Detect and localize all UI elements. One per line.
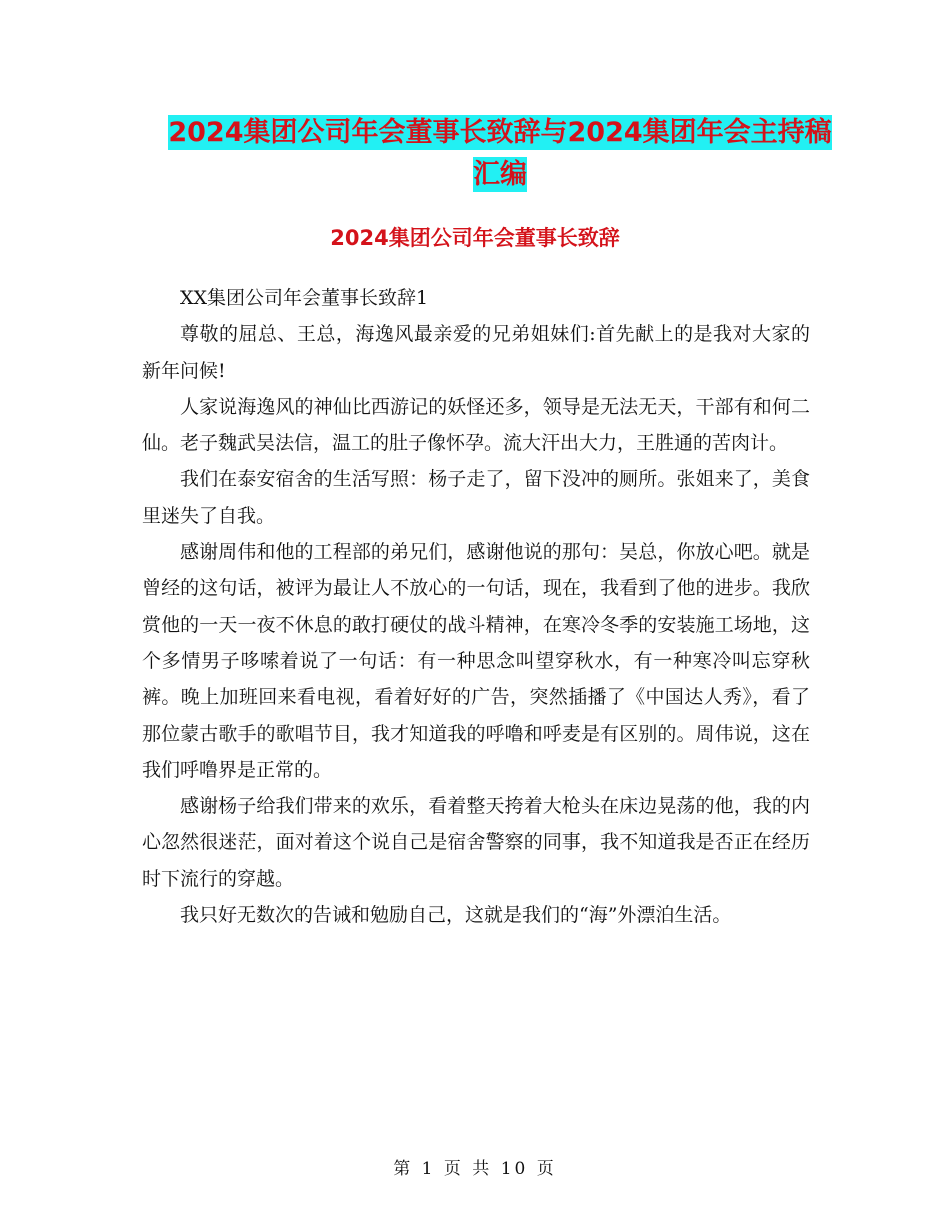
title-line-2: 汇编: [473, 159, 527, 190]
paragraph: 感谢杨子给我们带来的欢乐，看着整天挎着大枪头在床边晃荡的他，我的内心忽然很迷茫，面对着这个说自己是宿舍警察的同事，我不知道我是否正在经历时下流行的穿越。: [142, 795, 810, 890]
title-line-1: 2024集团公司年会董事长致辞与2024集团年会主持稿: [168, 117, 832, 148]
document-title: [150, 112, 850, 196]
document-body: [142, 280, 810, 933]
paragraph: 我只好无数次的告诫和勉励自己，这就是我们的“海”外漂泊生活。: [180, 904, 732, 927]
paragraph: 人家说海逸风的神仙比西游记的妖怪还多，领导是无法无天，干部有和何二仙。老子魏武吴法信，温工的肚子像怀孕。流大汗出大力，王胜通的苦肉计。: [142, 395, 810, 455]
paragraph: 感谢周伟和他的工程部的弟兄们，感谢他说的那句：吴总，你放心吧。就是曾经的这句话，被评为最让人不放心的一句话，现在，我看到了他的进步。我欣赏他的一天一夜不休息的敢打硬仗的战斗精神，在寒冷冬季的安装施工场地，这个多情男子哆嗦着说了一句话：有一种思念叫望穿秋水，有一种寒冷叫忘穿秋裤。晚上加班回来看电视，看着好好的广告，突然插播了《中国达人秀》，看了那位蒙古歌手的歌唱节目，我才知道我的呼噜和呼麦是有区别的。周伟说，这在我们呼噜界是正常的。: [142, 541, 810, 781]
paragraph: 我们在泰安宿舍的生活写照：杨子走了，留下没冲的厕所。张姐来了，美食里迷失了自我。: [142, 468, 810, 527]
paragraph: XX集团公司年会董事长致辞1: [180, 287, 429, 309]
paragraph: 尊敬的屈总、王总，海逸风最亲爱的兄弟姐妹们:首先献上的是我对大家的新年问候!: [142, 323, 810, 382]
page-footer: 第 1 页 共 10 页: [393, 1159, 557, 1179]
section-title: 2024集团公司年会董事长致辞: [330, 226, 620, 250]
